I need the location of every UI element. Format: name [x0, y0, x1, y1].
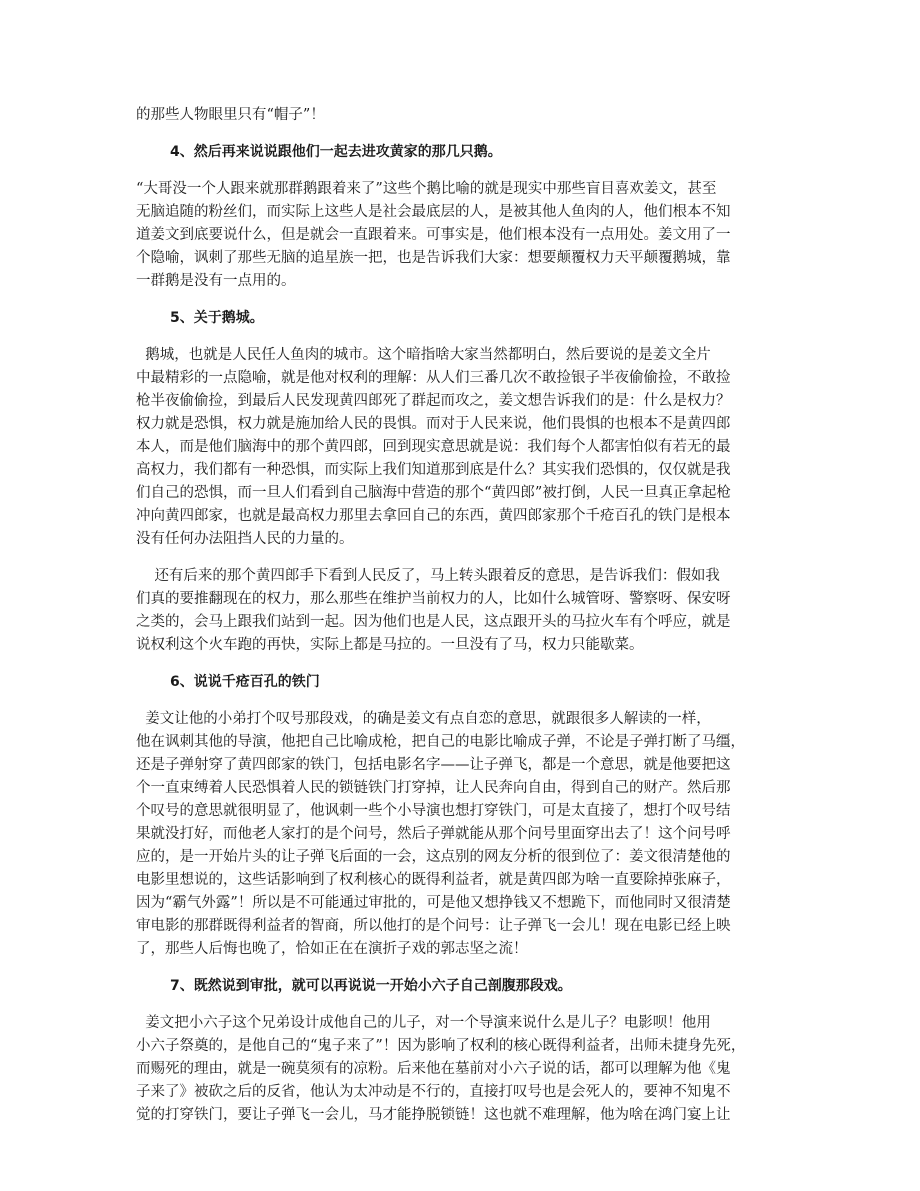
section-heading-7: 7、既然说到审批，就可以再说说一开始小六子自己剖腹那段戏。: [170, 978, 572, 994]
paragraph-iron-gate: 姜文让他的小弟打个叹号那段戏，的确是姜文有点自恋的意思，就跟很多人解读的一样， 他在讽刺其他的导演，他把自己比喻成枪，把自己的电影比喻成子弹，不论是子弹打断了马缰， 还是子弹射穿了黄四郎家的铁门，包括电影名字——让子弹飞，都是一个意思，就是他要把这 个一直束缚着人民恐惧着人民的锁链铁门打穿掉，让人民奔向自由，得到自己的财产。然后那 个叹号的意思就很明显了，他讽刺一些个小导演也想打穿铁门，可是太直接了，想打个叹号结 果就没打好，而他老人家打的是个问号，然后子弹就能从那个问号里面穿出去了！这个问号呼 应的，是一开始片头的让子弹飞后面的一会，这点别的网友分析的很到位了：姜文很清楚他的 电影里想说的，这些话影响到了权利核心的既得利益者，就是黄四郎为啥一直要除掉张麻子， 因为“霸气外露”！所以是不可能通过审批的，可是他又想挣钱又不想跪下，而他同时又很清楚 审电影的那群既得利益者的智商，所以他打的是个问号：让子弹飞一会儿！现在电影已经上映 了，那些人后悔也晚了，恰如正在在演折子戏的郭志坚之流！: [136, 711, 745, 957]
paragraph-xiao-liuzi: 姜文把小六子这个兄弟设计成他自己的儿子，对一个导演来说什么是儿子？电影呗！他用 小六子祭奠的，是他自己的“鬼子来了”！因为影响了权利的核心既得利益者，出师未捷身先死， 而赐死的理由，就是一碗莫须有的凉粉。后来他在墓前对小六子说的话，都可以理解为他《鬼 子来了》被砍之后的反省，他认为太冲动是不行的，直接打叹号也是会死人的，要神不知鬼不 觉的打穿铁门，要让子弹飞一会儿，马才能挣脱锁链！这也就不难理解，他为啥在鸿门宴上让: [136, 1015, 746, 1123]
paragraph-geese: “大哥没一个人跟来就那群鹅跟着来了”这些个鹅比喻的就是现实中那些盲目喜欢姜文，甚至 无脑追随的粉丝们，而实际上这些人是社会最底层的人，是被其他人鱼肉的人，他们根本不知 道姜文到底要说什么，但是就会一直跟着来。可事实是，他们根本没有一点用处。姜文用了一 个隐喻，讽刺了那些无脑的追星族一把，也是告诉我们大家：想要颠覆权力天平颠覆鹅城，靠 一群鹅是没有一点用的。: [136, 181, 731, 289]
document-page: [136, 104, 786, 1127]
section-heading-5: 5、关于鹅城。: [170, 310, 264, 326]
section-heading-6: 6、说说千疮百孔的铁门: [170, 674, 320, 690]
paragraph-goose-city: 鹅城，也就是人民任人鱼肉的城市。这个暗指啥大家当然都明白，然后要说的是姜文全片 中最精彩的一点隐喻，就是他对权利的理解：从人们三番几次不敢捡银子半夜偷偷捡，不敢捡 枪半夜偷偷捡，到最后人民发现黄四郎死了群起而攻之，姜文想告诉我们的是：什么是权力？ 权力就是恐惧，权力就是施加给人民的畏惧。而对于人民来说，他们畏惧的也根本不是黄四郎 本人，而是他们脑海中的那个黄四郎，回到现实意思就是说：我们每个人都害怕似有若无的最 高权力，我们都有一种恐惧，而实际上我们知道那到底是什么？其实我们恐惧的，仅仅就是我 们自己的恐惧，而一旦人们看到自己脑海中营造的那个“黄四郎”被打倒，人民一旦真正拿起枪 冲向黄四郎家，也就是最高权力那里去拿回自己的东西，黄四郎家那个千疮百孔的铁门是根本 没有任何办法阻挡人民的力量的。: [136, 347, 731, 547]
section-heading-4: 4、然后再来说说跟他们一起去进攻黄家的那几只鹅。: [170, 144, 502, 160]
paragraph-henchmen: 还有后来的那个黄四郎手下看到人民反了，马上转头跟着反的意思，是告诉我们：假如我 们真的要推翻现在的权力，那么那些在维护当前权力的人，比如什么城管呀、警察呀、保安呀 之类的，会马上跟我们站到一起。因为他们也是人民，这点跟开头的马拉火车有个呼应，就是 说权利这个火车跑的再快，实际上都是马拉的。一旦没有了马，权力只能歇菜。: [136, 568, 731, 653]
paragraph-intro-line: 的那些人物眼里只有“帽子”！: [136, 107, 325, 123]
